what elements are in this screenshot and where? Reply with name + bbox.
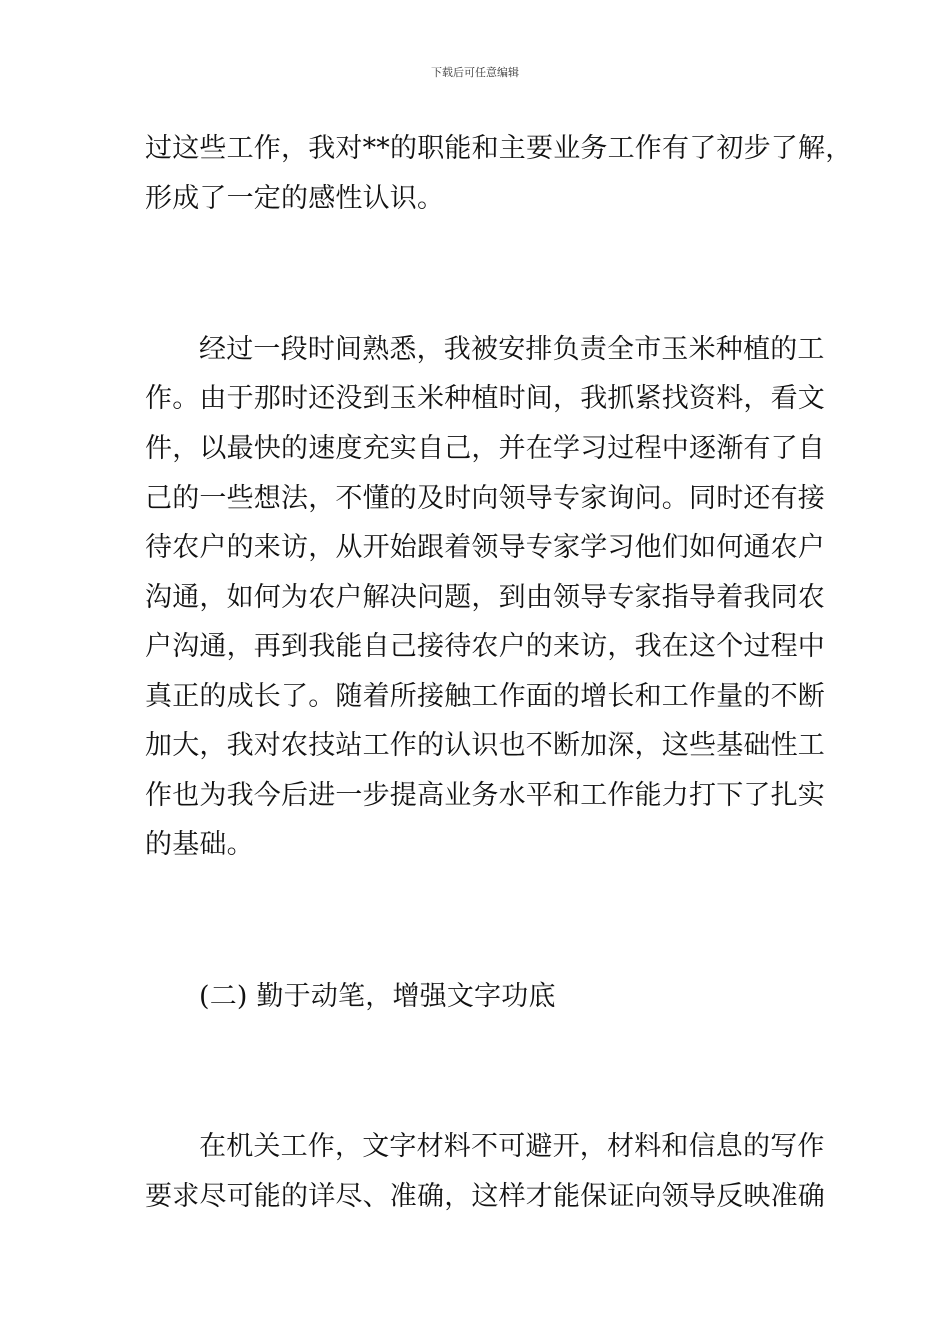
paragraph-2-line-3: 件，以最快的速度充实自己，并在学习过程中逐渐有了自 xyxy=(145,433,825,464)
paragraph-2-line-11: 的基础。 xyxy=(145,829,254,860)
paragraph-2-line-6: 沟通，如何为农户解决问题，到由领导专家指导着我同农 xyxy=(145,582,825,613)
paragraph-2-line-5: 待农户的来访，从开始跟着领导专家学习他们如何通农户 xyxy=(145,532,825,563)
paragraph-3-line-1: 在机关工作，文字材料不可避开，材料和信息的写作 xyxy=(199,1131,825,1162)
page-header: 下载后可任意编辑 xyxy=(431,66,519,79)
paragraph-2-line-10: 作也为我今后进一步提高业务水平和工作能力打下了扎实 xyxy=(145,780,825,811)
section-heading-2: (二) 勤于动笔，增强文字功底 xyxy=(199,981,556,1012)
paragraph-2-line-1: 经过一段时间熟悉，我被安排负责全市玉米种植的工 xyxy=(199,334,825,365)
paragraph-2-line-9: 加大，我对农技站工作的认识也不断加深，这些基础性工 xyxy=(145,730,825,761)
paragraph-1-line-1: 过这些工作，我对**的职能和主要业务工作有了初步了解， xyxy=(145,133,853,164)
paragraph-1-line-2: 形成了一定的感性认识。 xyxy=(145,183,445,214)
paragraph-2-line-7: 户沟通，再到我能自己接待农户的来访，我在这个过程中 xyxy=(145,631,825,662)
paragraph-3-line-2: 要求尽可能的详尽、准确，这样才能保证向领导反映准确 xyxy=(145,1181,825,1212)
paragraph-2-line-4: 己的一些想法，不懂的及时向领导专家询问。同时还有接 xyxy=(145,483,825,514)
paragraph-2-line-8: 真正的成长了。随着所接触工作面的增长和工作量的不断 xyxy=(145,681,825,712)
paragraph-2-line-2: 作。由于那时还没到玉米种植时间，我抓紧找资料，看文 xyxy=(145,383,825,414)
